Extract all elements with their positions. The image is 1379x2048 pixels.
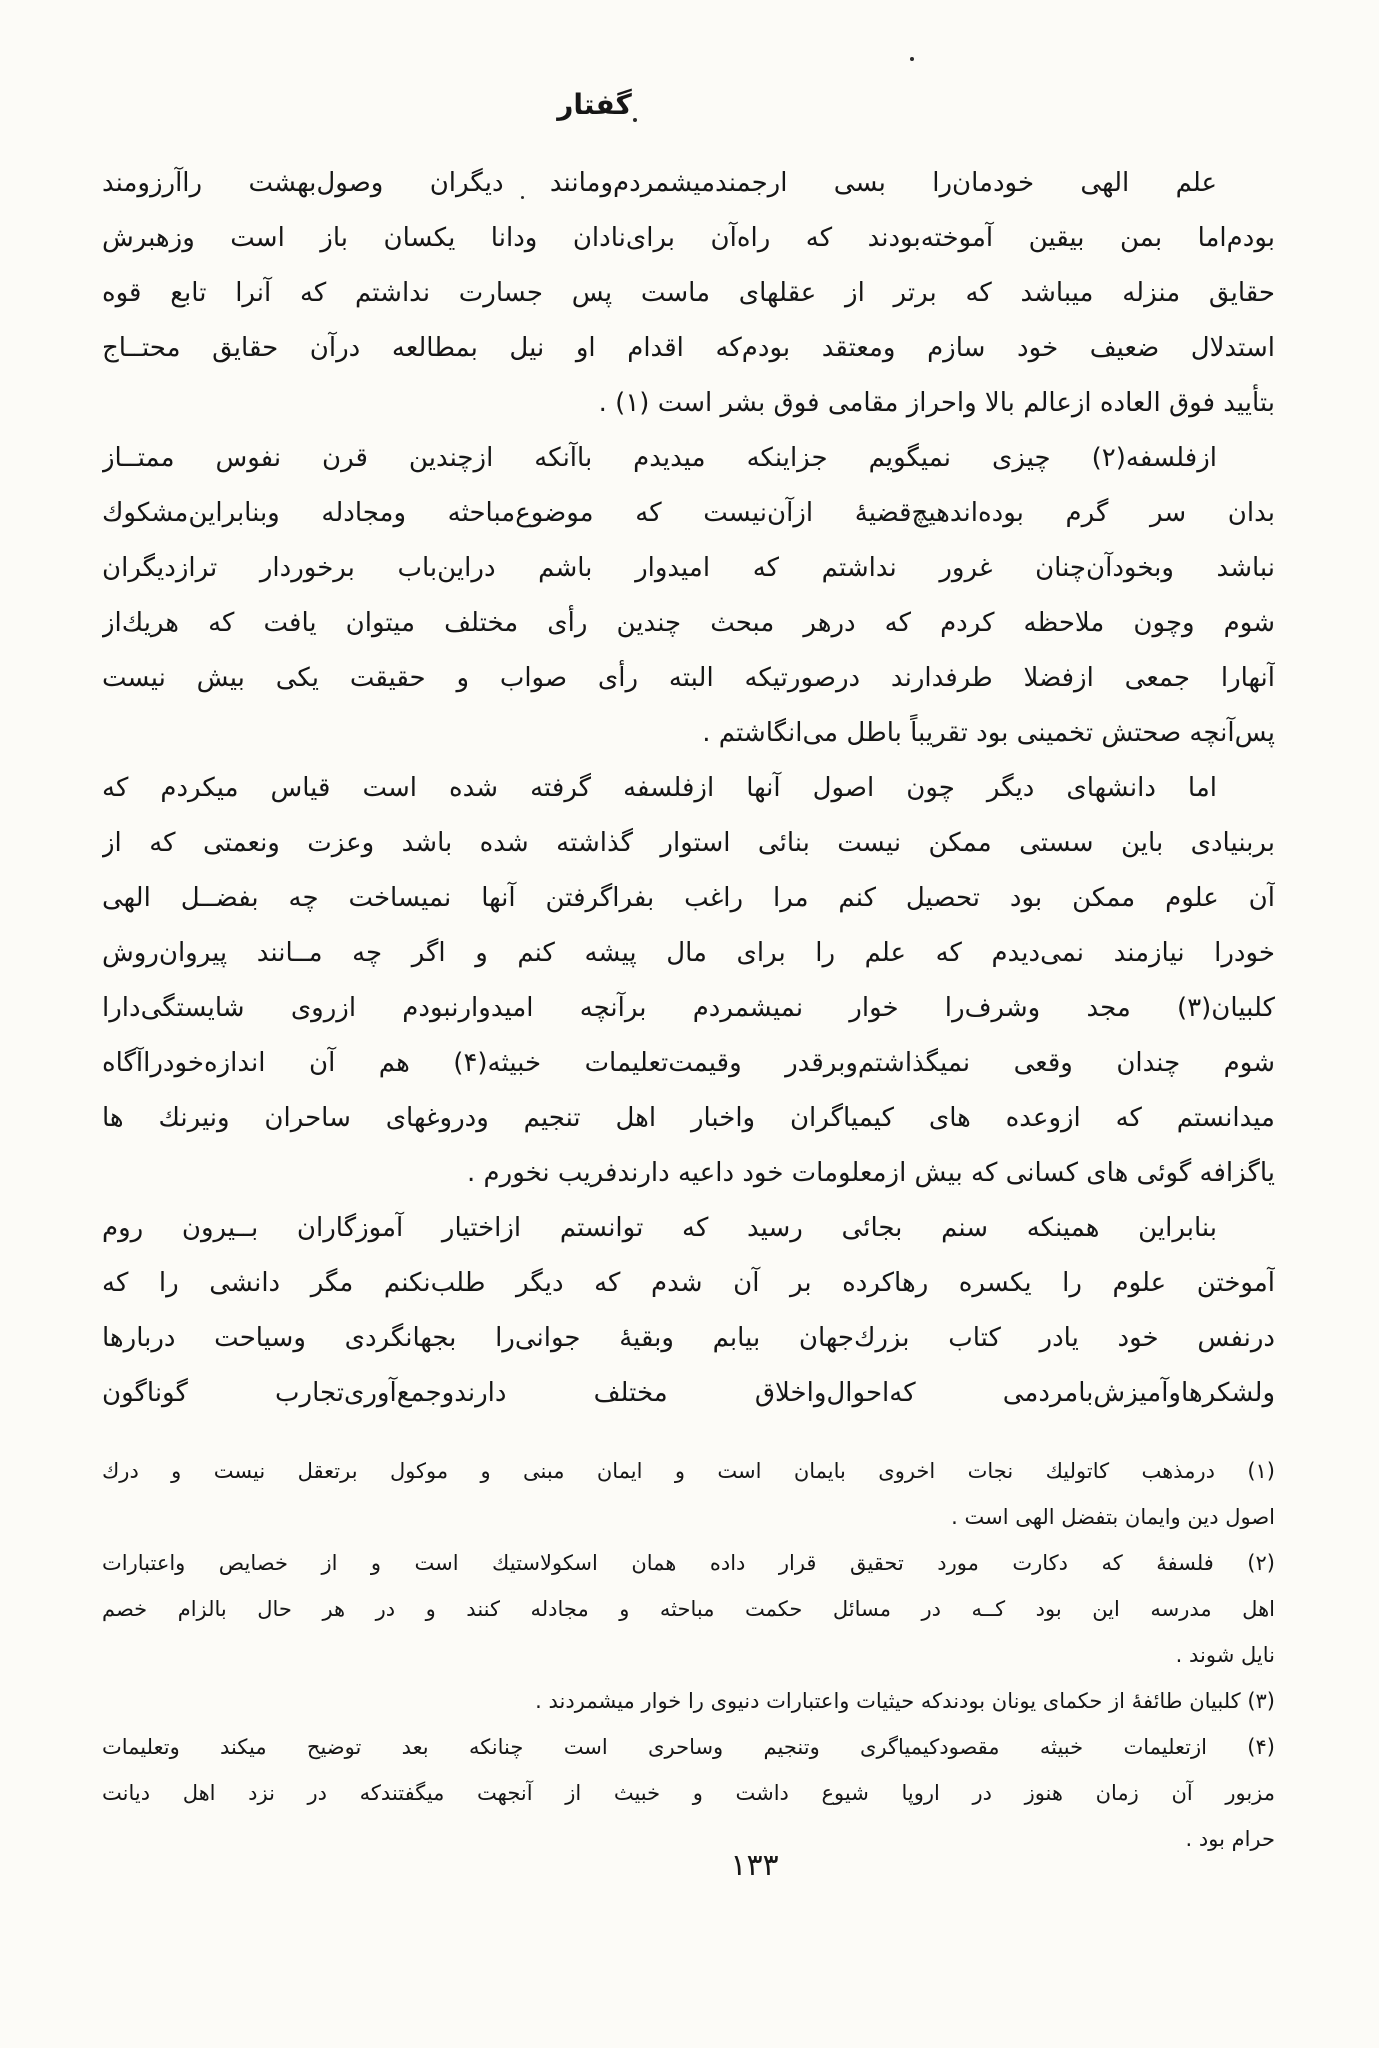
footnote-line: (۴) ازتعلیمات خبیثه مقصودکیمیاگری وتنجیم وساحری است چنانکه بعد توضیح میکند وتعلیمات xyxy=(102,1735,1275,1759)
footnote-line: اصول دین وایمان بتفضل الهی است . xyxy=(951,1505,1275,1529)
body-line: درنفس خود یادر کتاب بزرك‌جهان بیابم وبقیهٔ جوانی‌را بجهانگردی وسیاحت دربارها xyxy=(102,1323,1275,1353)
body-line: ازفلسفه(۲) چیزی نمیگویم جزاینکه میدیدم باآنکه ازچندین قرن نفوس ممتــاز xyxy=(102,443,1217,473)
footnotes xyxy=(102,1448,1275,1862)
body-line: یاگزافه گوئی های کسانی که بیش ازمعلومات خود داعیه دارندفریب نخورم . xyxy=(467,1158,1275,1188)
body-line: میدانستم که ازوعده های کیمیاگران واخبار اهل تنجیم ودروغهای ساحران ونیرنك ها xyxy=(102,1103,1275,1133)
body-line: اما دانشهای دیگر چون اصول آنها ازفلسفه گرفته شده است قیاس میکردم که xyxy=(102,773,1217,803)
page-number: ۱۳۳ xyxy=(730,1848,779,1883)
page-title: گفتار xyxy=(557,88,632,121)
body-line: شوم وچون ملاحظه کردم که درهر مبحث چندین رأی مختلف میتوان یافت که هریك‌از xyxy=(102,608,1275,638)
body-line: بودم‌اما بمن بیقین آموخته‌بودند که راه‌آن برای‌نادان ودانا یکسان باز است وزهبرش xyxy=(102,223,1275,253)
body-line: آن علوم ممکن بود تحصیل کنم مرا راغب بفراگرفتن آنها نمیساخت چه بفضــل الهی xyxy=(102,883,1275,913)
body-line: بدان سر گرم بوده‌اندهیچ‌قضیهٔ ازآن‌نیست که موضوع‌مباحثه ومجادله وبنابراین‌مشکوك xyxy=(102,498,1275,528)
body-text xyxy=(102,156,1275,1421)
body-line: خودرا نیازمند نمی‌دیدم که علم را برای مال پیشه کنم و اگر چه مــانند پیروان‌روش xyxy=(102,938,1275,968)
body-line: استدلال ضعیف خود سازم ومعتقد بودم‌که اقدام او نیل بمطالعه درآن حقایق محتــاج xyxy=(102,333,1275,363)
scan-artifact-dot xyxy=(633,118,637,122)
footnote-line: اهل مدرسه این بود کــه در مسائل حکمت مباحثه و مجادله کنند و در هر حال بالزام خصم xyxy=(102,1597,1275,1621)
scan-artifact-dot xyxy=(910,57,914,61)
body-line: ولشکرهاوآمیزش‌بامردمی که‌احوال‌واخلاق مختلف دارندوجمع‌آوری‌تجارب گوناگون xyxy=(102,1378,1275,1408)
body-line: شوم چندان وقعی نمیگذاشتم‌وبرقدر وقیمت‌تعلیمات خبیثه(۴) هم آن اندازه‌خودراآگاه xyxy=(102,1048,1275,1078)
footnote-line: (۳) کلبیان طائفهٔ از حکمای یونان بودندکه حیثیات واعتبارات دنیوی را خوار میشمردند . xyxy=(535,1689,1275,1713)
body-line: نباشد وبخودآن‌چنان غرور نداشتم که امیدوار باشم دراین‌باب برخوردار ترازدیگران xyxy=(102,553,1275,583)
footnote-line: مزبور آن زمان هنوز در اروپا شیوع داشت و خبیث از آنجهت میگفتندکه در نزد اهل دیانت xyxy=(102,1781,1275,1805)
body-line: آنهارا جمعی ازفضلا طرفدارند درصورتیکه البته رأی صواب و حقیقت یکی بیش نیست xyxy=(102,663,1275,693)
footnote-line: (۱) درمذهب کاتولیك نجات اخروی بایمان است و ایمان مبنی و موکول برتعقل نیست و درك xyxy=(102,1459,1275,1483)
body-line: بتأیید فوق العاده ازعالم بالا واحراز مقامی فوق بشر است (۱) . xyxy=(598,388,1275,418)
footnote-line: (۲) فلسفهٔ که دکارت مورد تحقیق قرار داده همان اسکولاستیك است و از خصایص واعتبارات xyxy=(102,1551,1275,1575)
body-line: بنابراین همینکه سنم بجائی رسید که توانستم ازاختیار آموزگاران بــیرون روم xyxy=(102,1213,1217,1243)
footnote-line: حرام بود . xyxy=(1185,1827,1275,1851)
footnote-line: نایل شوند . xyxy=(1175,1643,1275,1667)
body-line: حقایق منزله میباشد که برتر از عقلهای ماست پس جسارت نداشتم که آنرا تابع قوه xyxy=(102,278,1275,308)
body-line: پس‌آنچه صحتش تخمینی بود تقریباً باطل می‌انگاشتم . xyxy=(702,718,1275,748)
body-line: علم الهی خودمان‌را بسی ارجمندمیشمردم‌ومانند دیگران وصول‌بهشت راآرزومند xyxy=(102,168,1217,198)
body-line: آموختن علوم را یکسره رهاکرده بر آن شدم که دیگر طلب‌نکنم مگر دانشی را که xyxy=(102,1268,1275,1298)
body-line: کلبیان(۳) مجد وشرف‌را خوار نمیشمردم برآنچه امیدوارنبودم ازروی شایستگی‌دارا xyxy=(102,993,1275,1023)
body-line: بربنیادی باین سستی ممکن نیست بنائی استوار گذاشته شده باشد وعزت ونعمتی که از xyxy=(102,828,1275,858)
